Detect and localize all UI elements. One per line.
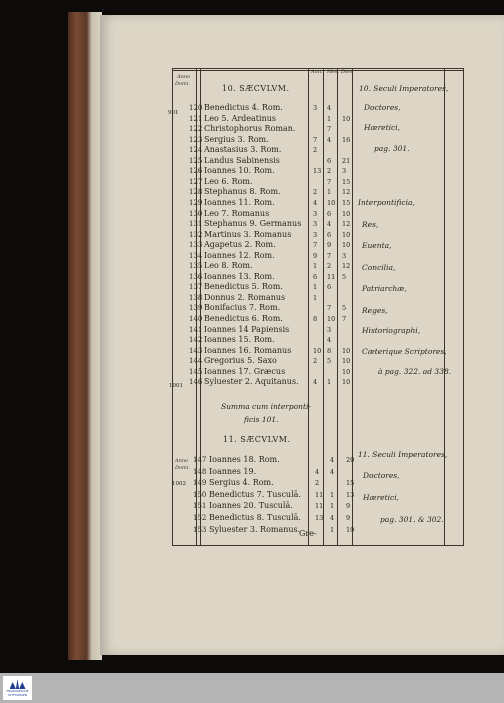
row-number: 136: [189, 272, 203, 281]
row-number: 142: [189, 336, 203, 345]
days-value: 12: [342, 262, 351, 271]
years-value: 2: [313, 146, 318, 155]
notes-item: pag. 301.: [374, 144, 410, 153]
pope-name: Benedictus 6. Rom.: [204, 314, 283, 323]
right-header-mes: Mes.: [327, 69, 340, 75]
days-value: 12: [342, 220, 351, 229]
library-logo: [3, 676, 32, 700]
start-year-901: 901: [168, 110, 179, 116]
row-number: 135: [189, 262, 203, 271]
row-number: 148: [193, 467, 207, 476]
pope-name: Leo 5. Ardeatinus: [204, 113, 276, 123]
logo-text-line-2: STIFTUNGEN: [7, 692, 28, 697]
pope-name: Syluester 3. Romanus.: [209, 524, 301, 534]
row-number: 138: [189, 293, 203, 302]
days-value: 10: [342, 209, 351, 218]
pope-name: Leo 8. Rom.: [204, 261, 253, 271]
s11-header-anno: Anno: [175, 458, 189, 464]
pope-name: Leo 6. Rom.: [204, 176, 253, 186]
row-number: 151: [193, 502, 207, 511]
days-value: 12: [342, 188, 351, 197]
notes-item: Res,: [362, 220, 379, 229]
months-value: 1: [327, 378, 332, 387]
days-value: 9: [346, 502, 351, 511]
start-year-1002: 1002: [172, 481, 186, 487]
years-value: 2: [313, 357, 318, 366]
notes-item: Reges,: [362, 306, 388, 315]
pope-name: Ioannes 12. Rom.: [204, 250, 275, 260]
row-number: 130: [189, 209, 203, 218]
days-value: 3: [342, 251, 347, 260]
pope-name: Ioannes 20. Tusculā.: [209, 501, 293, 511]
days-value: 10: [342, 230, 351, 239]
summa-line-2: ficis 101.: [244, 415, 279, 424]
row-number: 137: [189, 283, 203, 292]
pope-name: Ioannes 13. Rom.: [204, 271, 275, 281]
days-value: 20: [346, 456, 355, 464]
row-number: 143: [189, 346, 203, 355]
notes-item: Doctores,: [363, 471, 400, 480]
years-value: 11: [315, 490, 324, 499]
row-number: 123: [189, 135, 203, 144]
days-value: 19: [346, 525, 355, 534]
days-value: 5: [342, 272, 347, 281]
col-rule-ann: [323, 68, 324, 546]
s11-header-domi: Domi.: [175, 465, 190, 471]
years-value: 13: [315, 514, 324, 522]
pope-name: Donnus 2. Romanus: [204, 292, 286, 302]
years-value: 3: [313, 230, 318, 239]
pope-name: Agapetus 2. Rom.: [204, 240, 276, 250]
pope-name: Ioannes 16. Romanus: [204, 345, 292, 355]
months-value: 4: [327, 220, 332, 229]
row-number: 122: [189, 125, 203, 134]
years-value: 13: [313, 167, 322, 176]
months-value: 11: [327, 272, 336, 281]
footer-bar: [0, 673, 504, 703]
years-value: 4: [313, 378, 318, 387]
years-value: 8: [313, 315, 318, 323]
notes-item: 10. Seculi Imperatores,: [359, 84, 449, 93]
days-value: 7: [342, 315, 347, 323]
pope-name: Benedictus 7. Tusculā.: [209, 489, 301, 499]
row-number: 145: [189, 367, 203, 376]
years-value: 10: [313, 346, 322, 355]
row-number: 146: [189, 378, 203, 387]
months-value: 1: [330, 502, 335, 511]
days-value: 10: [342, 357, 351, 366]
days-value: 21: [342, 156, 351, 165]
row-number: 153: [193, 525, 207, 534]
col-rule-dies: [352, 68, 353, 546]
row-number: 139: [189, 304, 203, 313]
notes-item: Doctores,: [364, 103, 401, 112]
pope-name: Ioannes 18. Rom.: [209, 455, 280, 464]
col-rule-names: [308, 68, 309, 546]
months-value: 7: [327, 125, 332, 134]
months-value: 1: [330, 525, 335, 534]
row-number: 144: [189, 357, 203, 366]
row-number: 124: [189, 146, 203, 155]
months-value: 7: [327, 304, 332, 313]
months-value: 6: [327, 156, 332, 165]
months-value: 10: [327, 315, 336, 323]
col-rule-mes: [337, 68, 338, 546]
years-value: 3: [313, 104, 318, 112]
days-value: 10: [342, 114, 351, 123]
pope-name: Gregorius 5. Saxo: [204, 356, 277, 366]
notes-item: Historiographi,: [362, 326, 421, 335]
row-number: 129: [189, 198, 203, 207]
months-value: 1: [330, 490, 335, 499]
days-value: 16: [342, 135, 351, 144]
row-number: 141: [189, 325, 203, 334]
row-number: 152: [193, 514, 207, 522]
pope-name: Benedictus 4. Rom.: [204, 103, 283, 112]
notes-item: à pag. 322. ad 338.: [378, 367, 452, 376]
days-value: 10: [342, 346, 351, 355]
row-number: 120: [189, 104, 203, 112]
book-spine-edge: [68, 12, 102, 660]
book-page: [100, 15, 504, 655]
row-number: 150: [193, 490, 207, 499]
notes-item: Euenta,: [362, 241, 392, 250]
row-number: 127: [189, 177, 203, 186]
pope-name: Sergius 3. Rom.: [204, 134, 269, 144]
pope-name: Christophorus Roman.: [204, 124, 296, 134]
years-value: 2: [315, 479, 320, 488]
months-value: 4: [330, 456, 335, 464]
pope-name: Anastasius 3. Rom.: [204, 145, 282, 155]
months-value: 6: [327, 283, 332, 292]
row-number: 121: [189, 114, 203, 123]
years-value: 7: [313, 135, 318, 144]
notes-item: Interpontificia,: [358, 198, 415, 207]
row-number: 134: [189, 251, 203, 260]
pope-name: Bonifacius 7. Rom.: [204, 303, 281, 313]
pope-name: Ioannes 11. Rom.: [204, 197, 275, 207]
months-value: 4: [327, 135, 332, 144]
pope-name: Benedictus 5. Rom.: [204, 282, 283, 292]
pope-name: Ioannes 10. Rom.: [204, 166, 275, 176]
row-number: 147: [193, 456, 207, 464]
row-number: 133: [189, 241, 203, 250]
months-value: 7: [327, 251, 332, 260]
row-number: 131: [189, 220, 203, 229]
row-number: 125: [189, 156, 203, 165]
days-value: 13: [346, 490, 355, 499]
years-value: 11: [315, 502, 324, 511]
years-value: 3: [313, 209, 318, 218]
months-value: 2: [327, 167, 332, 176]
pope-name: Stephanus 8. Rom.: [204, 187, 281, 197]
months-value: 6: [327, 230, 332, 239]
pope-name: Ioannes 19.: [209, 466, 257, 476]
months-value: 4: [330, 467, 335, 476]
months-value: 7: [327, 177, 332, 186]
notes-item: Hæretici,: [363, 493, 400, 502]
days-value: 3: [342, 167, 347, 176]
days-value: 10: [342, 378, 351, 387]
days-value: 9: [346, 514, 351, 522]
months-value: 3: [327, 325, 332, 334]
pope-name: Stephanus 9. Germanus: [204, 219, 302, 229]
pope-name: Landus Sabinensis: [204, 155, 280, 165]
summa-line-1: Summa cum interponti-: [221, 402, 311, 411]
right-header-dies: Dies: [341, 69, 353, 75]
pope-name: Sergius 4. Rom.: [209, 478, 274, 488]
notes-item: Hæretici,: [364, 123, 401, 132]
col-rule-notes-end: [444, 68, 445, 546]
months-value: 6: [327, 209, 332, 218]
days-value: 5: [342, 304, 347, 313]
months-value: 1: [327, 114, 332, 123]
days-value: 10: [342, 241, 351, 250]
notes-item: 11. Seculi Imperatores,: [358, 450, 448, 459]
months-value: 4: [327, 336, 332, 345]
row-number: 128: [189, 188, 203, 197]
years-value: 1: [313, 293, 318, 302]
months-value: 10: [327, 198, 336, 207]
days-value: 15: [342, 177, 351, 186]
row-number: 132: [189, 230, 203, 239]
years-value: 9: [313, 251, 318, 260]
notes-item: Cæterique Scriptores,: [362, 347, 447, 356]
notes-item: Concilia,: [362, 263, 396, 272]
left-header-domi: Domi.: [175, 81, 190, 87]
days-value: 15: [346, 479, 355, 488]
years-value: 4: [313, 198, 318, 207]
right-header-ann: Ann.: [311, 69, 323, 75]
notes-item: Patriarchæ,: [362, 284, 407, 293]
pope-name: Syluester 2. Aquitanus.: [204, 377, 299, 387]
table-right-rule: [463, 68, 464, 546]
logo-icon: [10, 679, 26, 689]
years-value: 2: [313, 188, 318, 197]
years-value: 3: [313, 220, 318, 229]
years-value: 1: [313, 262, 318, 271]
notes-item: pag. 301. & 302.: [380, 515, 444, 524]
section-11-title: 11. SÆCVLVM.: [223, 435, 291, 444]
left-header-anno: Anno: [177, 74, 191, 80]
pope-name: Martinus 3. Romanus: [204, 229, 292, 239]
end-year-1001: 1001: [169, 383, 183, 389]
pope-name: Ioannes 17. Græcus: [204, 366, 286, 376]
months-value: 4: [330, 514, 335, 522]
table-left-rule: [172, 68, 173, 546]
logo-text-line-1: FRANCKESCHE: [6, 689, 29, 693]
row-number: 149: [193, 479, 207, 488]
table-bottom-rule: [172, 545, 464, 546]
section-10-title: 10. SÆCVLVM.: [222, 84, 290, 93]
pope-name: Ioannes 15. Rom.: [204, 335, 275, 345]
years-value: 6: [313, 272, 318, 281]
years-value: 1: [313, 283, 318, 292]
months-value: 2: [327, 262, 332, 271]
days-value: 10: [342, 367, 351, 376]
pope-name: Benedictus 8. Tusculā.: [209, 513, 301, 522]
months-value: 8: [327, 346, 332, 355]
pope-name: Leo 7. Romanus: [204, 208, 270, 218]
days-value: 15: [342, 198, 351, 207]
years-value: 7: [313, 241, 318, 250]
months-value: 5: [327, 357, 332, 366]
catchword: Gre-: [299, 529, 317, 538]
months-value: 4: [327, 104, 332, 112]
row-number: 140: [189, 315, 203, 323]
years-value: 4: [315, 467, 320, 476]
months-value: 1: [327, 188, 332, 197]
months-value: 9: [327, 241, 332, 250]
pope-name: Ioannes 14 Papiensis: [204, 324, 290, 334]
row-number: 126: [189, 167, 203, 176]
